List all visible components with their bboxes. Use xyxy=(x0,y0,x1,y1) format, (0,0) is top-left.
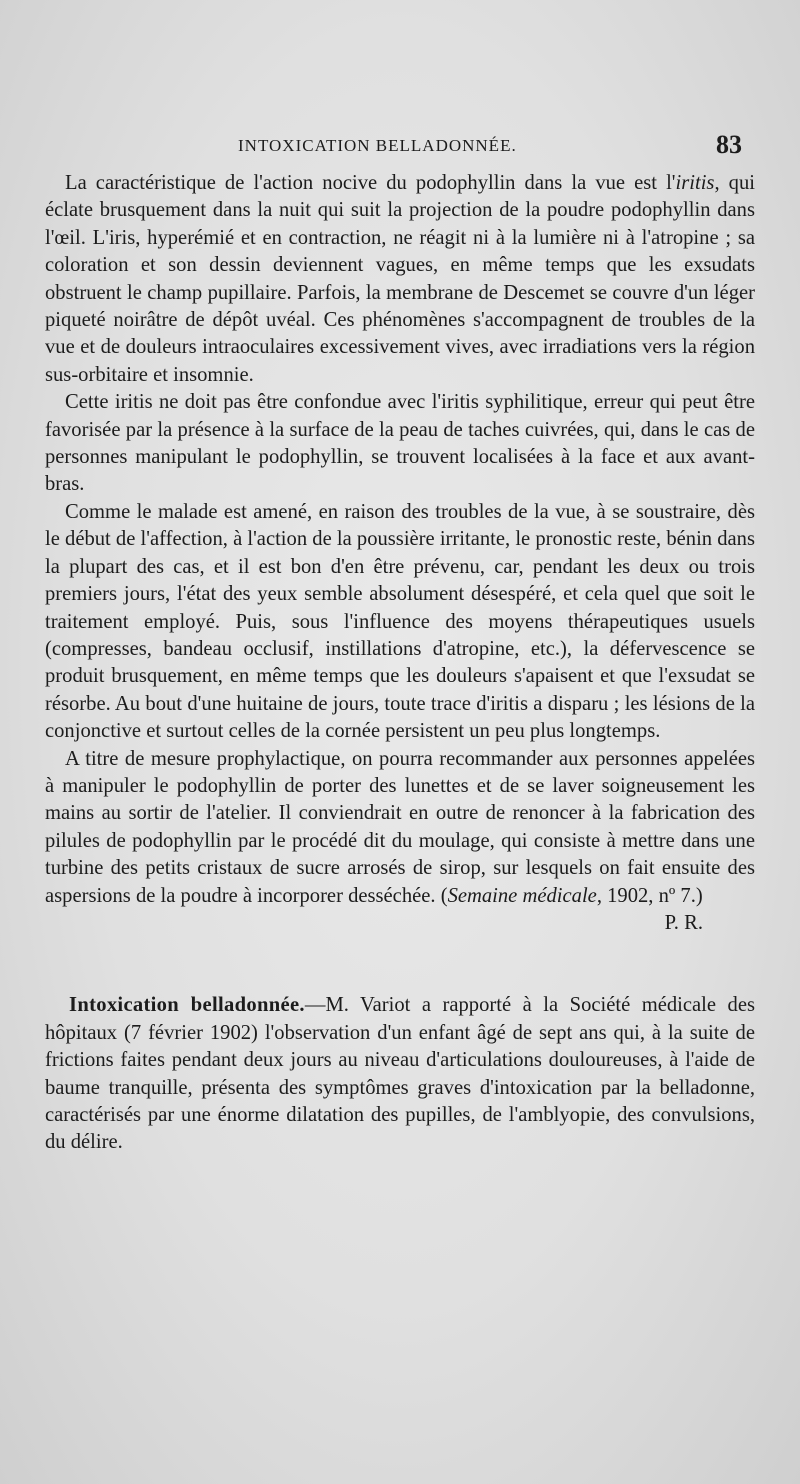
author-initials: P. R. xyxy=(664,911,703,934)
page-number: 83 xyxy=(716,130,742,159)
italic-term: iritis xyxy=(675,172,715,194)
citation-source: Semaine médicale xyxy=(447,884,597,907)
paragraph-podophyllin-iritis xyxy=(45,170,755,389)
paragraph-text: , qui éclate brusquement dans la nuit qui suit la projection de la poudre podophyllin dans l'œil. L'iris, hyperémié et en contraction, ne réagit ni à la lumière ni à l'atropine ; sa coloration et son dessin deviennent vagues, en même temps que les exsudats obstruent le champ pupillaire. Parfois, la membrane de Descemet se couvre d'un léger piqueté noirâtre de dépôt uvéal. Ces phénomènes s'accompagnent de troubles de la vue et de douleurs intraoculaires excessivement vives, avec irradiations vers la région sus-orbitaire et insomnie. xyxy=(45,172,755,386)
paragraph-text: La caractéristique de l'action nocive du podophyllin dans la vue est l' xyxy=(65,172,676,194)
section-belladonna xyxy=(45,992,755,1156)
paragraph-differential: Cette iritis ne doit pas être confondue avec l'iritis syphilitique, erreur qui peut être favorisée par la présence à la surface de la peau de taches cuivrées, qui, dans le cas de personnes manipulant le podophyllin, se trouvent localisées à la face et aux avant-bras. xyxy=(45,391,755,496)
paragraph-text: A titre de mesure prophylactique, on pourra recommander aux personnes appelées à manipuler le podophyllin de porter des lunettes et de se laver soigneusement les mains au sortir de l'atelier. Il conviendrait en outre de renoncer à la fabrication des pilules de podophyllin par le procédé dit du moulage, qui consiste à mettre dans une turbine des petits cristaux de sucre arrosés de sirop, sur lesquels on fait ensuite des aspersions de la poudre à incorporer desséchée. ( xyxy=(45,747,755,907)
page-header xyxy=(0,130,800,164)
running-head: INTOXICATION BELLADONNÉE. xyxy=(238,136,517,155)
section-divider-space xyxy=(45,937,755,992)
page-body xyxy=(45,170,755,1157)
paragraph-prognosis: Comme le malade est amené, en raison des troubles de la vue, à se soustraire, dès le début de l'affection, à l'action de la poussière irritante, le pronostic reste, bénin dans la plupart des cas, et il est bon d'en être prévenu, car, pendant les deux ou trois premiers jours, l'état des yeux semble absolument désespéré, et cela quel que soit le traitement employé. Puis, sous l'influence des moyens thérapeutiques usuels (compresses, bandeau occlusif, instillations d'atropine, etc.), la défervescence se produit brusquement, en même temps que les douleurs s'apaisent et que l'exsudat se résorbe. Au bout d'une huitaine de jours, toute trace d'iritis a disparu ; les lésions de la conjonctive et surtout celles de la cornée persistent un peu plus longtemps. xyxy=(45,500,755,743)
paragraph-prophylaxis xyxy=(45,746,755,910)
section-text: —M. Variot a rapporté à la Société médicale des hôpitaux (7 février 1902) l'observation d'un enfant âgé de sept ans qui, à la suite de frictions faites pendant deux jours au niveau d'articulations douloureuses, à l'aide de baume tranquille, présenta des symptômes graves d'intoxication par la belladonne, caractérisés par une énorme dilatation des pupilles, de l'amblyopie, des convulsions, du délire. xyxy=(45,994,755,1154)
section-title: Intoxication belladonnée. xyxy=(69,994,305,1017)
paragraph-text: , 1902, nº 7.) xyxy=(596,884,703,907)
